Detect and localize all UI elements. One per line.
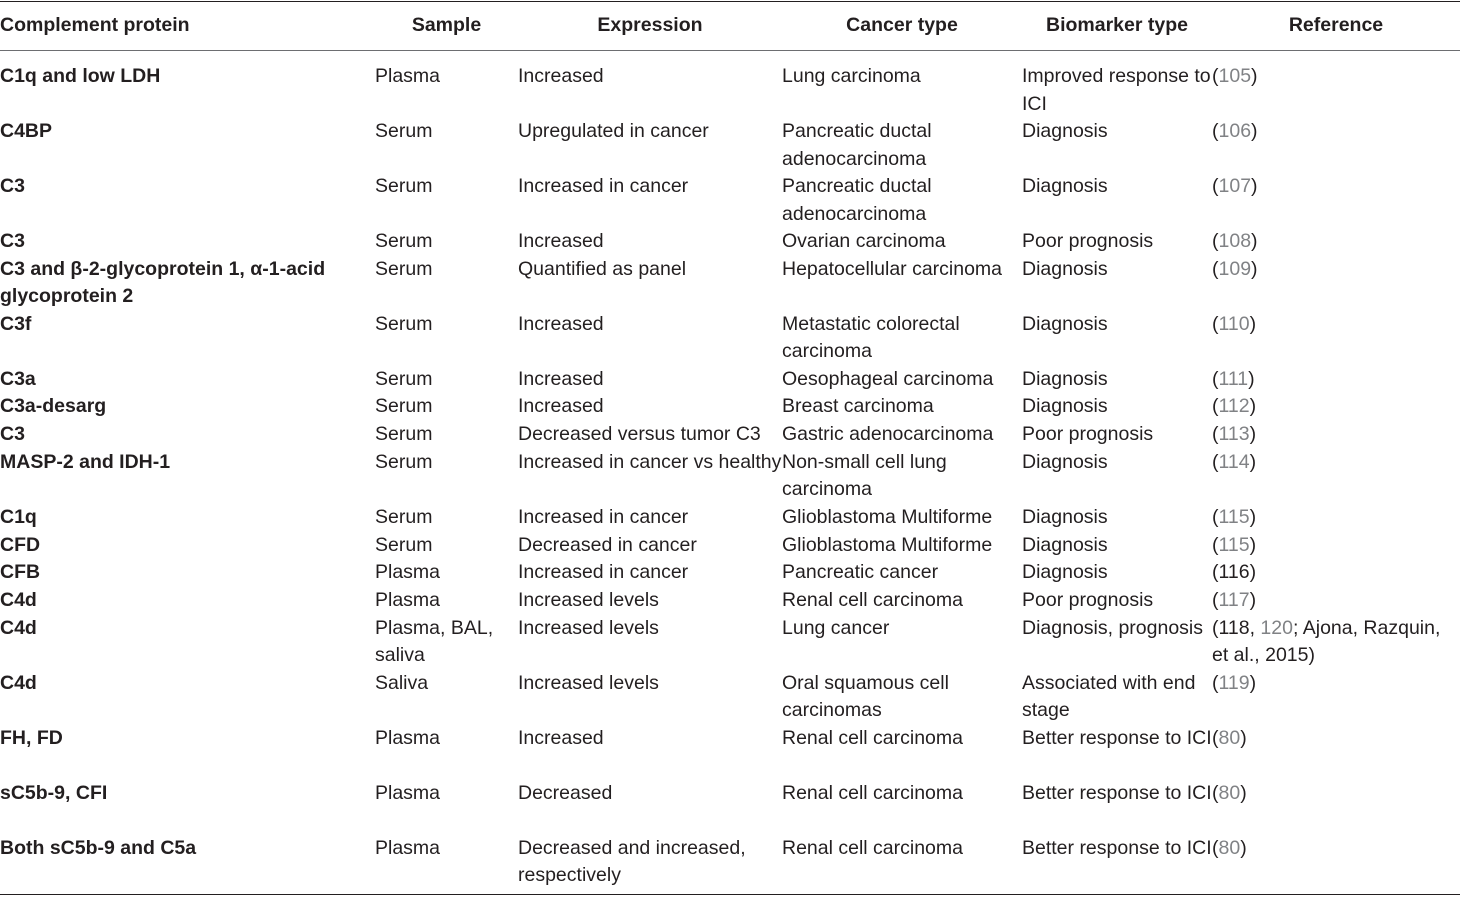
cell-sample: Saliva [375, 671, 429, 694]
cell-expression: Increased [518, 312, 604, 335]
reference-text: ( [1212, 505, 1219, 528]
cell-expression: Increased [518, 395, 604, 417]
cell-biomarker-type: Diagnosis [1022, 175, 1108, 197]
reference-text: ( [1212, 533, 1219, 556]
cell-reference [1212, 421, 1460, 449]
table-row [0, 449, 1460, 504]
cell-expression: Upregulated in cancer [518, 120, 709, 142]
cell-sample: Serum [375, 230, 433, 252]
cell-reference [1212, 366, 1460, 394]
cell-expression: Increased [518, 230, 604, 252]
cell-complement-protein: sC5b-9, CFI [0, 781, 108, 804]
cell-reference [1212, 311, 1460, 366]
cell-complement-protein: C4d [0, 616, 37, 639]
reference-text: ) [1251, 120, 1258, 142]
reference-number-link[interactable]: 106 [1218, 120, 1252, 142]
header-sample: Sample [411, 14, 482, 36]
reference-text: ( [1212, 836, 1219, 859]
cell-expression: Increased levels [518, 671, 659, 694]
cell-sample: Serum [375, 367, 433, 390]
header-expression: Expression [597, 14, 703, 36]
cell-complement-protein: C4d [0, 671, 37, 694]
cell-biomarker-type: Diagnosis [1022, 257, 1108, 280]
cell-complement-protein: FH, FD [0, 726, 63, 749]
reference-number-link[interactable]: 114 [1218, 450, 1250, 473]
reference-number-link[interactable]: 113 [1218, 423, 1250, 445]
cell-complement-protein: C3 [0, 423, 25, 445]
cell-biomarker-type: Diagnosis [1022, 120, 1108, 142]
cell-reference [1212, 449, 1460, 504]
cell-biomarker-type: Poor prognosis [1022, 423, 1154, 445]
cell-biomarker-type: Better response to ICI [1022, 836, 1212, 859]
table-row [0, 228, 1460, 256]
reference-number-link[interactable]: 119 [1218, 671, 1250, 694]
cell-reference [1212, 118, 1460, 173]
reference-number-link[interactable]: 80 [1218, 726, 1241, 749]
reference-text: ( [1212, 312, 1219, 335]
reference-number-link[interactable]: 111 [1218, 367, 1249, 390]
cell-reference [1212, 173, 1460, 228]
cell-sample: Serum [375, 120, 433, 142]
cell-cancer-type: Metastatic colorectal carcinoma [782, 312, 960, 362]
cell-biomarker-type: Poor prognosis [1022, 588, 1154, 611]
reference-text: ( [1212, 175, 1219, 197]
cell-sample: Plasma [375, 65, 441, 87]
cell-biomarker-type: Diagnosis [1022, 450, 1108, 473]
table-row [0, 173, 1460, 228]
reference-number-link[interactable]: 105 [1218, 65, 1252, 87]
reference-number-link[interactable]: 115 [1218, 505, 1250, 528]
cell-expression: Increased levels [518, 588, 659, 611]
cell-cancer-type: Renal cell carcinoma [782, 836, 963, 859]
cell-reference [1212, 504, 1460, 532]
reference-text: ) [1240, 726, 1247, 749]
cell-sample: Plasma [375, 726, 441, 749]
reference-text: (116) [1212, 561, 1257, 583]
reference-text: ; Ajona, Razquin, et al., 2015) [1212, 616, 1441, 666]
cell-expression: Decreased in cancer [518, 533, 697, 556]
reference-text: ) [1249, 533, 1257, 556]
cell-expression: Increased [518, 367, 604, 390]
cell-biomarker-type: Diagnosis [1022, 561, 1108, 583]
cell-biomarker-type: Diagnosis [1022, 367, 1108, 390]
cell-biomarker-type: Improved response to ICI [1022, 65, 1211, 115]
table-row [0, 559, 1460, 587]
cell-sample: Plasma [375, 836, 441, 859]
cell-reference [1212, 393, 1460, 421]
table-row [0, 51, 1460, 118]
reference-text: ( [1212, 120, 1219, 142]
cell-cancer-type: Pancreatic cancer [782, 561, 939, 583]
table-row [0, 393, 1460, 421]
cell-cancer-type: Renal cell carcinoma [782, 726, 963, 749]
cell-sample: Plasma [375, 588, 441, 611]
reference-text: ( [1212, 726, 1219, 749]
cell-expression: Decreased [518, 781, 613, 804]
cell-reference [1212, 559, 1460, 587]
cell-sample: Serum [375, 257, 433, 280]
header-complement-protein: Complement protein [0, 14, 190, 36]
cell-sample: Plasma [375, 561, 441, 583]
cell-sample: Plasma, BAL, saliva [375, 616, 494, 666]
reference-number-link[interactable]: 109 [1218, 257, 1252, 280]
header-biomarker-type: Biomarker type [1046, 14, 1188, 36]
table-row [0, 835, 1460, 890]
cell-expression: Increased levels [518, 616, 659, 639]
reference-text: ) [1251, 230, 1258, 252]
table-row [0, 366, 1460, 394]
table-header [0, 0, 1460, 51]
cell-complement-protein: C3 and β-2-glycoprotein 1, α-1-acid glycoprotein 2 [0, 257, 326, 307]
reference-text: ) [1251, 65, 1258, 87]
reference-text: ) [1249, 505, 1257, 528]
cell-biomarker-type: Associated with end stage [1022, 671, 1196, 721]
cell-cancer-type: Glioblastoma Multiforme [782, 505, 993, 528]
cell-cancer-type: Gastric adenocarcinoma [782, 423, 994, 445]
reference-text: ) [1251, 175, 1258, 197]
cell-expression: Increased in cancer vs healthy [518, 450, 782, 473]
cell-cancer-type: Renal cell carcinoma [782, 781, 963, 804]
reference-text: ) [1240, 836, 1247, 859]
cell-cancer-type: Hepatocellular carcinoma [782, 257, 1003, 280]
cell-complement-protein: C1q [0, 505, 37, 528]
reference-text: (118, [1212, 616, 1261, 639]
cell-sample: Serum [375, 450, 433, 473]
cell-cancer-type: Breast carcinoma [782, 395, 934, 417]
reference-number-link[interactable]: 117 [1218, 588, 1250, 611]
reference-text: ) [1240, 781, 1247, 804]
cell-expression: Increased in cancer [518, 505, 689, 528]
cell-reference [1212, 532, 1460, 560]
cell-reference [1212, 615, 1460, 670]
cell-complement-protein: CFB [0, 561, 41, 583]
reference-text: ) [1249, 395, 1257, 417]
reference-number-link[interactable]: 115 [1218, 533, 1250, 556]
cell-complement-protein: C4d [0, 588, 37, 611]
reference-number-link[interactable]: 112 [1218, 395, 1250, 417]
reference-text: ( [1212, 230, 1219, 252]
cell-cancer-type: Glioblastoma Multiforme [782, 533, 993, 556]
cell-sample: Serum [375, 533, 433, 556]
reference-text: ( [1212, 367, 1219, 390]
cell-expression: Increased [518, 726, 604, 749]
cell-expression: Decreased and increased, respectively [518, 836, 746, 886]
cell-complement-protein: C3 [0, 175, 25, 197]
table-row [0, 725, 1460, 780]
reference-number-link[interactable]: 120 [1260, 616, 1293, 639]
cell-biomarker-type: Diagnosis [1022, 395, 1108, 417]
reference-text: ) [1249, 671, 1257, 694]
reference-text: ) [1249, 312, 1257, 335]
reference-text: ( [1212, 450, 1219, 473]
table-row [0, 118, 1460, 173]
cell-biomarker-type: Better response to ICI [1022, 781, 1212, 804]
cell-biomarker-type: Poor prognosis [1022, 230, 1154, 252]
reference-text: ) [1249, 423, 1257, 445]
cell-biomarker-type: Diagnosis [1022, 312, 1108, 335]
table-row [0, 780, 1460, 835]
table-bottom-rule [0, 894, 1460, 895]
header-cancer-type: Cancer type [846, 14, 958, 36]
cell-cancer-type: Renal cell carcinoma [782, 588, 963, 611]
cell-sample: Serum [375, 175, 433, 197]
reference-text: ( [1212, 781, 1219, 804]
table-body [0, 51, 1460, 890]
table-row [0, 256, 1460, 311]
cell-reference [1212, 780, 1460, 835]
reference-text: ( [1212, 588, 1219, 611]
reference-number-link[interactable]: 107 [1218, 175, 1252, 197]
cell-complement-protein: CFD [0, 533, 41, 556]
table-row [0, 587, 1460, 615]
cell-cancer-type: Non-small cell lung carcinoma [782, 450, 947, 500]
cell-reference [1212, 670, 1460, 725]
cell-reference [1212, 835, 1460, 890]
cell-biomarker-type: Diagnosis [1022, 533, 1108, 556]
cell-cancer-type: Pancreatic ductal adenocarcinoma [782, 175, 932, 225]
reference-number-link[interactable]: 80 [1218, 781, 1241, 804]
reference-text: ( [1212, 423, 1219, 445]
cell-sample: Plasma [375, 781, 441, 804]
table-row [0, 421, 1460, 449]
table-row [0, 532, 1460, 560]
header-reference: Reference [1288, 14, 1384, 36]
cell-complement-protein: C3a-desarg [0, 395, 107, 417]
cell-complement-protein: C1q and low LDH [0, 65, 161, 87]
cell-cancer-type: Lung carcinoma [782, 65, 921, 87]
cell-sample: Serum [375, 505, 433, 528]
cell-complement-protein: C4BP [0, 120, 53, 142]
cell-biomarker-type: Diagnosis, prognosis [1022, 616, 1204, 639]
cell-expression: Increased in cancer [518, 561, 689, 583]
table-row [0, 504, 1460, 532]
cell-reference [1212, 725, 1460, 780]
reference-number-link[interactable]: 80 [1218, 836, 1241, 859]
cell-expression: Decreased versus tumor C3 [518, 423, 761, 445]
cell-sample: Serum [375, 395, 433, 417]
cell-sample: Serum [375, 423, 433, 445]
reference-number-link[interactable]: 108 [1218, 230, 1252, 252]
cell-cancer-type: Oral squamous cell carcinomas [782, 671, 949, 721]
cell-reference [1212, 51, 1460, 118]
reference-text: ) [1249, 588, 1257, 611]
reference-text: ( [1212, 257, 1219, 280]
cell-reference [1212, 256, 1460, 311]
cell-biomarker-type: Diagnosis [1022, 505, 1108, 528]
cell-cancer-type: Ovarian carcinoma [782, 230, 946, 252]
cell-complement-protein: MASP-2 and IDH-1 [0, 450, 171, 473]
cell-reference [1212, 228, 1460, 256]
cell-biomarker-type: Better response to ICI [1022, 726, 1212, 749]
cell-expression: Increased in cancer [518, 175, 689, 197]
reference-text: ) [1248, 367, 1255, 390]
cell-complement-protein: C3f [0, 312, 32, 335]
reference-number-link[interactable]: 110 [1218, 312, 1250, 335]
reference-text: ) [1249, 450, 1257, 473]
cell-cancer-type: Lung cancer [782, 616, 890, 639]
cell-complement-protein: Both sC5b-9 and C5a [0, 836, 197, 859]
table-row [0, 670, 1460, 725]
reference-text: ( [1212, 395, 1219, 417]
cell-complement-protein: C3 [0, 230, 25, 252]
cell-expression: Increased [518, 65, 604, 87]
cell-sample: Serum [375, 312, 433, 335]
reference-text: ) [1251, 257, 1258, 280]
table-row [0, 311, 1460, 366]
cell-expression: Quantified as panel [518, 257, 687, 280]
cell-complement-protein: C3a [0, 367, 36, 390]
cell-cancer-type: Pancreatic ductal adenocarcinoma [782, 120, 932, 170]
cell-reference [1212, 587, 1460, 615]
table-row [0, 615, 1460, 670]
reference-text: ( [1212, 65, 1219, 87]
header-row [0, 0, 1460, 51]
reference-text: ( [1212, 671, 1219, 694]
cell-cancer-type: Oesophageal carcinoma [782, 367, 994, 390]
